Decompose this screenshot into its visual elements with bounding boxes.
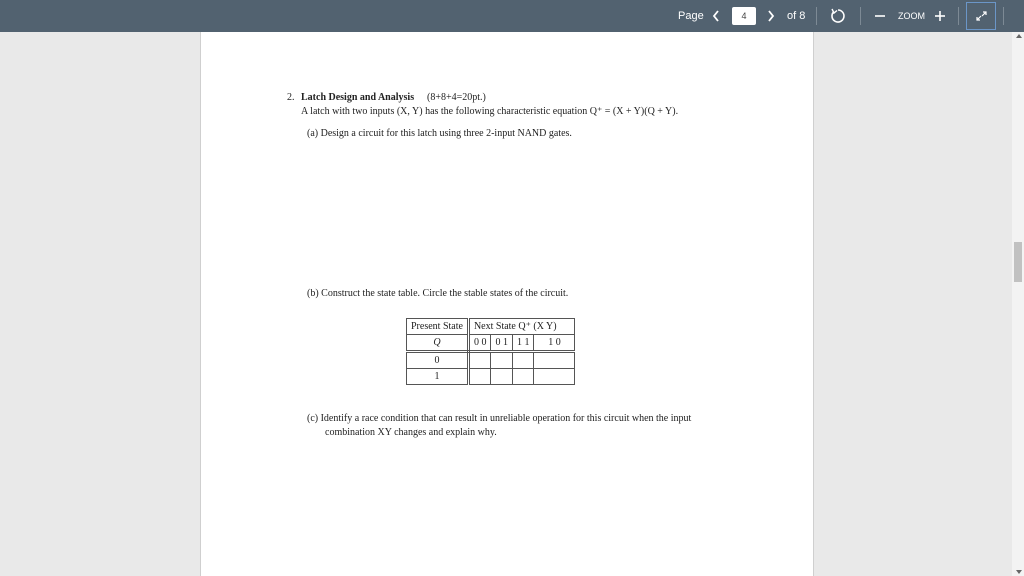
page-label: Page [678,10,704,22]
table-cell [468,352,491,369]
part-a-text: (a) Design a circuit for this latch using three 2-input NAND gates. [307,128,572,139]
row-state: 0 [407,352,469,369]
table-cell [512,369,534,385]
zoom-label: ZOOM [898,11,925,21]
chevron-left-icon[interactable] [710,0,722,32]
part-c-text-line2: combination XY changes and explain why. [325,427,497,438]
exit-fullscreen-icon [967,3,995,29]
header-q: Q [407,335,469,352]
table-row [407,369,575,385]
table-cell [534,369,575,385]
vertical-scrollbar[interactable] [1012,32,1024,576]
question-intro: A latch with two inputs (X, Y) has the following characteristic equation Q⁺ = (X + Y)(Q + Y). [301,106,679,117]
column-header: 0 0 [468,335,491,352]
toolbar-divider [860,7,861,25]
column-header: 1 1 [512,335,534,352]
question-points: (8+8+4=20pt.) [427,92,486,103]
column-header: 0 1 [491,335,513,352]
question-number: 2. [287,92,295,103]
part-c-text-line1: (c) Identify a race condition that can result in unreliable operation for this circuit when the input [307,413,692,424]
state-table [406,318,575,385]
exit-fullscreen-button[interactable] [966,2,996,30]
part-b-text: (b) Construct the state table. Circle the stable states of the circuit. [307,288,569,299]
table-cell [491,369,513,385]
table-row [407,352,575,369]
table-cell [491,352,513,369]
header-present-state: Present State [407,319,469,335]
question-title: Latch Design and Analysis [301,92,415,103]
plus-icon[interactable] [934,0,946,32]
toolbar-divider [816,7,817,25]
toolbar-divider [958,7,959,25]
table-cell [468,369,491,385]
row-state: 1 [407,369,469,385]
total-pages-label: of 8 [787,10,806,22]
chevron-right-icon[interactable] [765,0,777,32]
scroll-thumb[interactable] [1014,242,1022,282]
scroll-up-icon[interactable] [1016,34,1022,38]
pdf-toolbar [0,0,1024,32]
header-next-state: Next State Q⁺ (X Y) [468,319,575,335]
table-cell [512,352,534,369]
page-number-input[interactable]: 4 [732,7,756,25]
column-header: 1 0 [534,335,575,352]
document-viewer[interactable] [0,32,1024,576]
scroll-down-icon[interactable] [1016,570,1022,574]
pdf-page [200,32,814,576]
minus-icon[interactable] [874,0,886,32]
toolbar-divider [1003,7,1004,25]
table-cell [534,352,575,369]
rotate-icon[interactable] [830,0,846,32]
